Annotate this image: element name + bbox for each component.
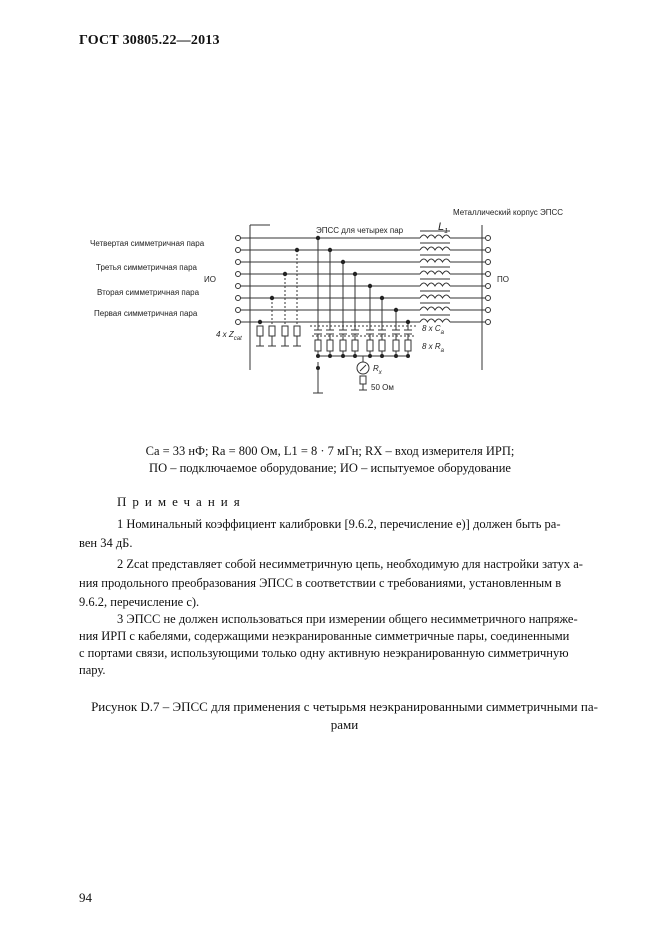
note-3-line-1: 3 ЭПСС не должен использоваться при измерении общего несимметричного напряже- xyxy=(117,612,578,626)
ca-capacitors xyxy=(314,330,412,334)
zcat-taps xyxy=(260,250,297,326)
pair-label-4: Четвертая симметричная пара xyxy=(90,239,205,248)
inductor-label: $L_1$ xyxy=(438,221,449,235)
note-2-line-2: ния продольного преобразования ЭПСС в соответствии с требованиями, установленным в xyxy=(79,576,562,590)
note-1-line-1: 1 Номинальный коэффициент калибровки [9.6.2, перечисление е)] должен быть ра- xyxy=(117,517,561,531)
pair-label-3: Третья симметричная пара xyxy=(96,263,197,272)
note-3-line-4: пару. xyxy=(79,663,106,677)
note-3-line-3: с портами связи, использующими только одну активную неэкранированную симметричную xyxy=(79,646,569,660)
caption-line-1: Рисунок D.7 – ЭПСС для применения с четырьмя неэкранированными симметричными па- xyxy=(91,699,598,714)
po-label: ПО xyxy=(497,275,509,284)
caption-line-2: рами xyxy=(330,717,359,732)
housing-label: Металлический корпус ЭПСС xyxy=(453,208,564,217)
figure-caption xyxy=(79,698,610,734)
legend-line-2: ПО – подключаемое оборудование; ИО – испытуемое оборудование xyxy=(149,461,511,475)
note-2-line-3: 9.6.2, перечисление с). xyxy=(79,595,200,609)
note-1-line-2: вен 34 дБ. xyxy=(79,536,133,550)
ispc-label: ЭПСС для четырех пар xyxy=(316,226,404,235)
page-number: 94 xyxy=(79,890,92,905)
inductor-coils xyxy=(420,231,450,322)
rx-label: $R_x$ xyxy=(373,364,382,376)
pair-label-2: Вторая симметричная пара xyxy=(97,288,200,297)
ra-resistors xyxy=(315,340,411,351)
document-header: ГОСТ 30805.22—2013 xyxy=(79,33,220,48)
ohm-label: 50 Ом xyxy=(371,383,394,392)
junction-dots xyxy=(258,236,410,370)
note-3-line-2: ния ИРП с кабелями, содержащими неэкранированные симметричные пары, соединенными xyxy=(79,629,570,643)
terminals xyxy=(236,236,491,325)
legend-line-1: Ca = 33 нФ; Ra = 800 Ом, L1 = 8 · 7 мГн; RX – вход измерителя ИРП; xyxy=(145,444,515,458)
zcat-resistors xyxy=(256,326,301,346)
notes-title: Примечания xyxy=(117,494,246,509)
circuit-diagram xyxy=(60,200,600,400)
io-label: ИО xyxy=(204,275,216,284)
ra-label: 8 x $R_a$ xyxy=(422,342,445,354)
pair-label-1: Первая симметричная пара xyxy=(94,309,198,318)
ca-label: 8 x $C_a$ xyxy=(422,324,445,336)
note-2-line-1: 2 Zcat представляет собой несимметричную цепь, необходимую для настройки затух а- xyxy=(117,557,583,571)
zcat-label: 4 x $Z_{cat}$ xyxy=(216,330,242,342)
